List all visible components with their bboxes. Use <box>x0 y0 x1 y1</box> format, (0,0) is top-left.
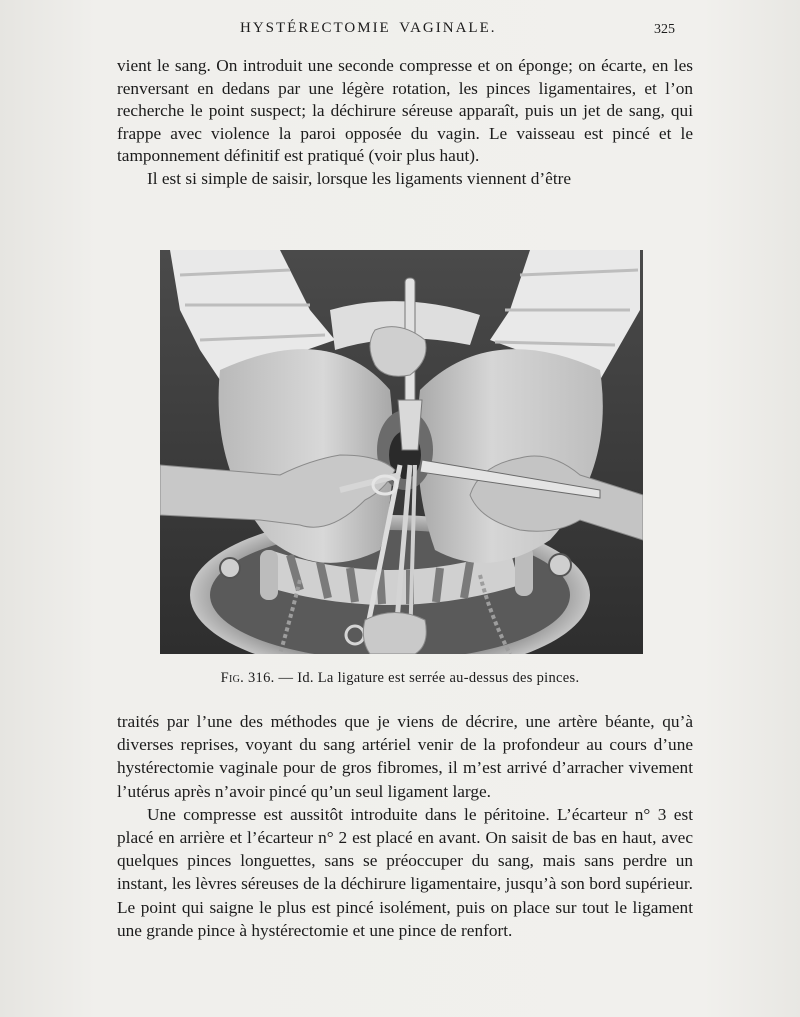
paragraph: Il est si simple de saisir, lorsque les ligaments viennent d’être <box>147 168 572 188</box>
paragraph: vient le sang. On introduit une seconde compresse et on éponge; on écarte, en les renversant en dedans par une légère rotation, les pinces ligamentaires, et l’on recherche le point suspect; la déchirure séreuse apparaît, puis un jet de sang, qui frappe avec violence la paroi opposée du vagin. Le vaisseau est pincé et le tamponnement définitif est pratiqué (voir plus haut). <box>117 56 693 166</box>
figure-caption-text: — Id. La ligature est serrée au-dessus des pinces. <box>278 670 580 686</box>
running-head <box>0 20 800 42</box>
surgical-photograph <box>160 250 643 654</box>
bottom-text-block <box>117 710 693 942</box>
figure-caption <box>0 670 800 687</box>
page-number: 325 <box>654 22 675 37</box>
figure-photograph <box>160 250 643 654</box>
figure-label: Fig. 316. <box>220 670 275 686</box>
top-text-block <box>117 55 693 191</box>
running-title: HYSTÉRECTOMIE VAGINALE. <box>240 20 497 36</box>
paragraph: traités par l’une des méthodes que je viens de décrire, une artère béante, qu’à diverses reprises, voyant du sang artériel venir de la profondeur au cours d’une hystérectomie vaginale pour de gros fibromes, il m’est arrivé d’arracher vivement l’utérus après n’avoir pincé qu’un seul ligament large. <box>117 712 693 801</box>
paragraph: Une compresse est aussitôt introduite dans le péritoine. L’écarteur n° 3 est placé en arrière et l’écarteur n° 2 est placé en avant. On saisit de bas en haut, avec quelques pinces longuettes, sans se préoccuper du sang, mais sans perdre un instant, les lèvres séreuses de la déchirure ligamentaire, jusqu’à son bord supérieur. Le point qui saigne le plus est pincé isolément, puis on place sur tout le ligament une grande pince à hystérectomie et une pince de renfort. <box>117 804 693 940</box>
